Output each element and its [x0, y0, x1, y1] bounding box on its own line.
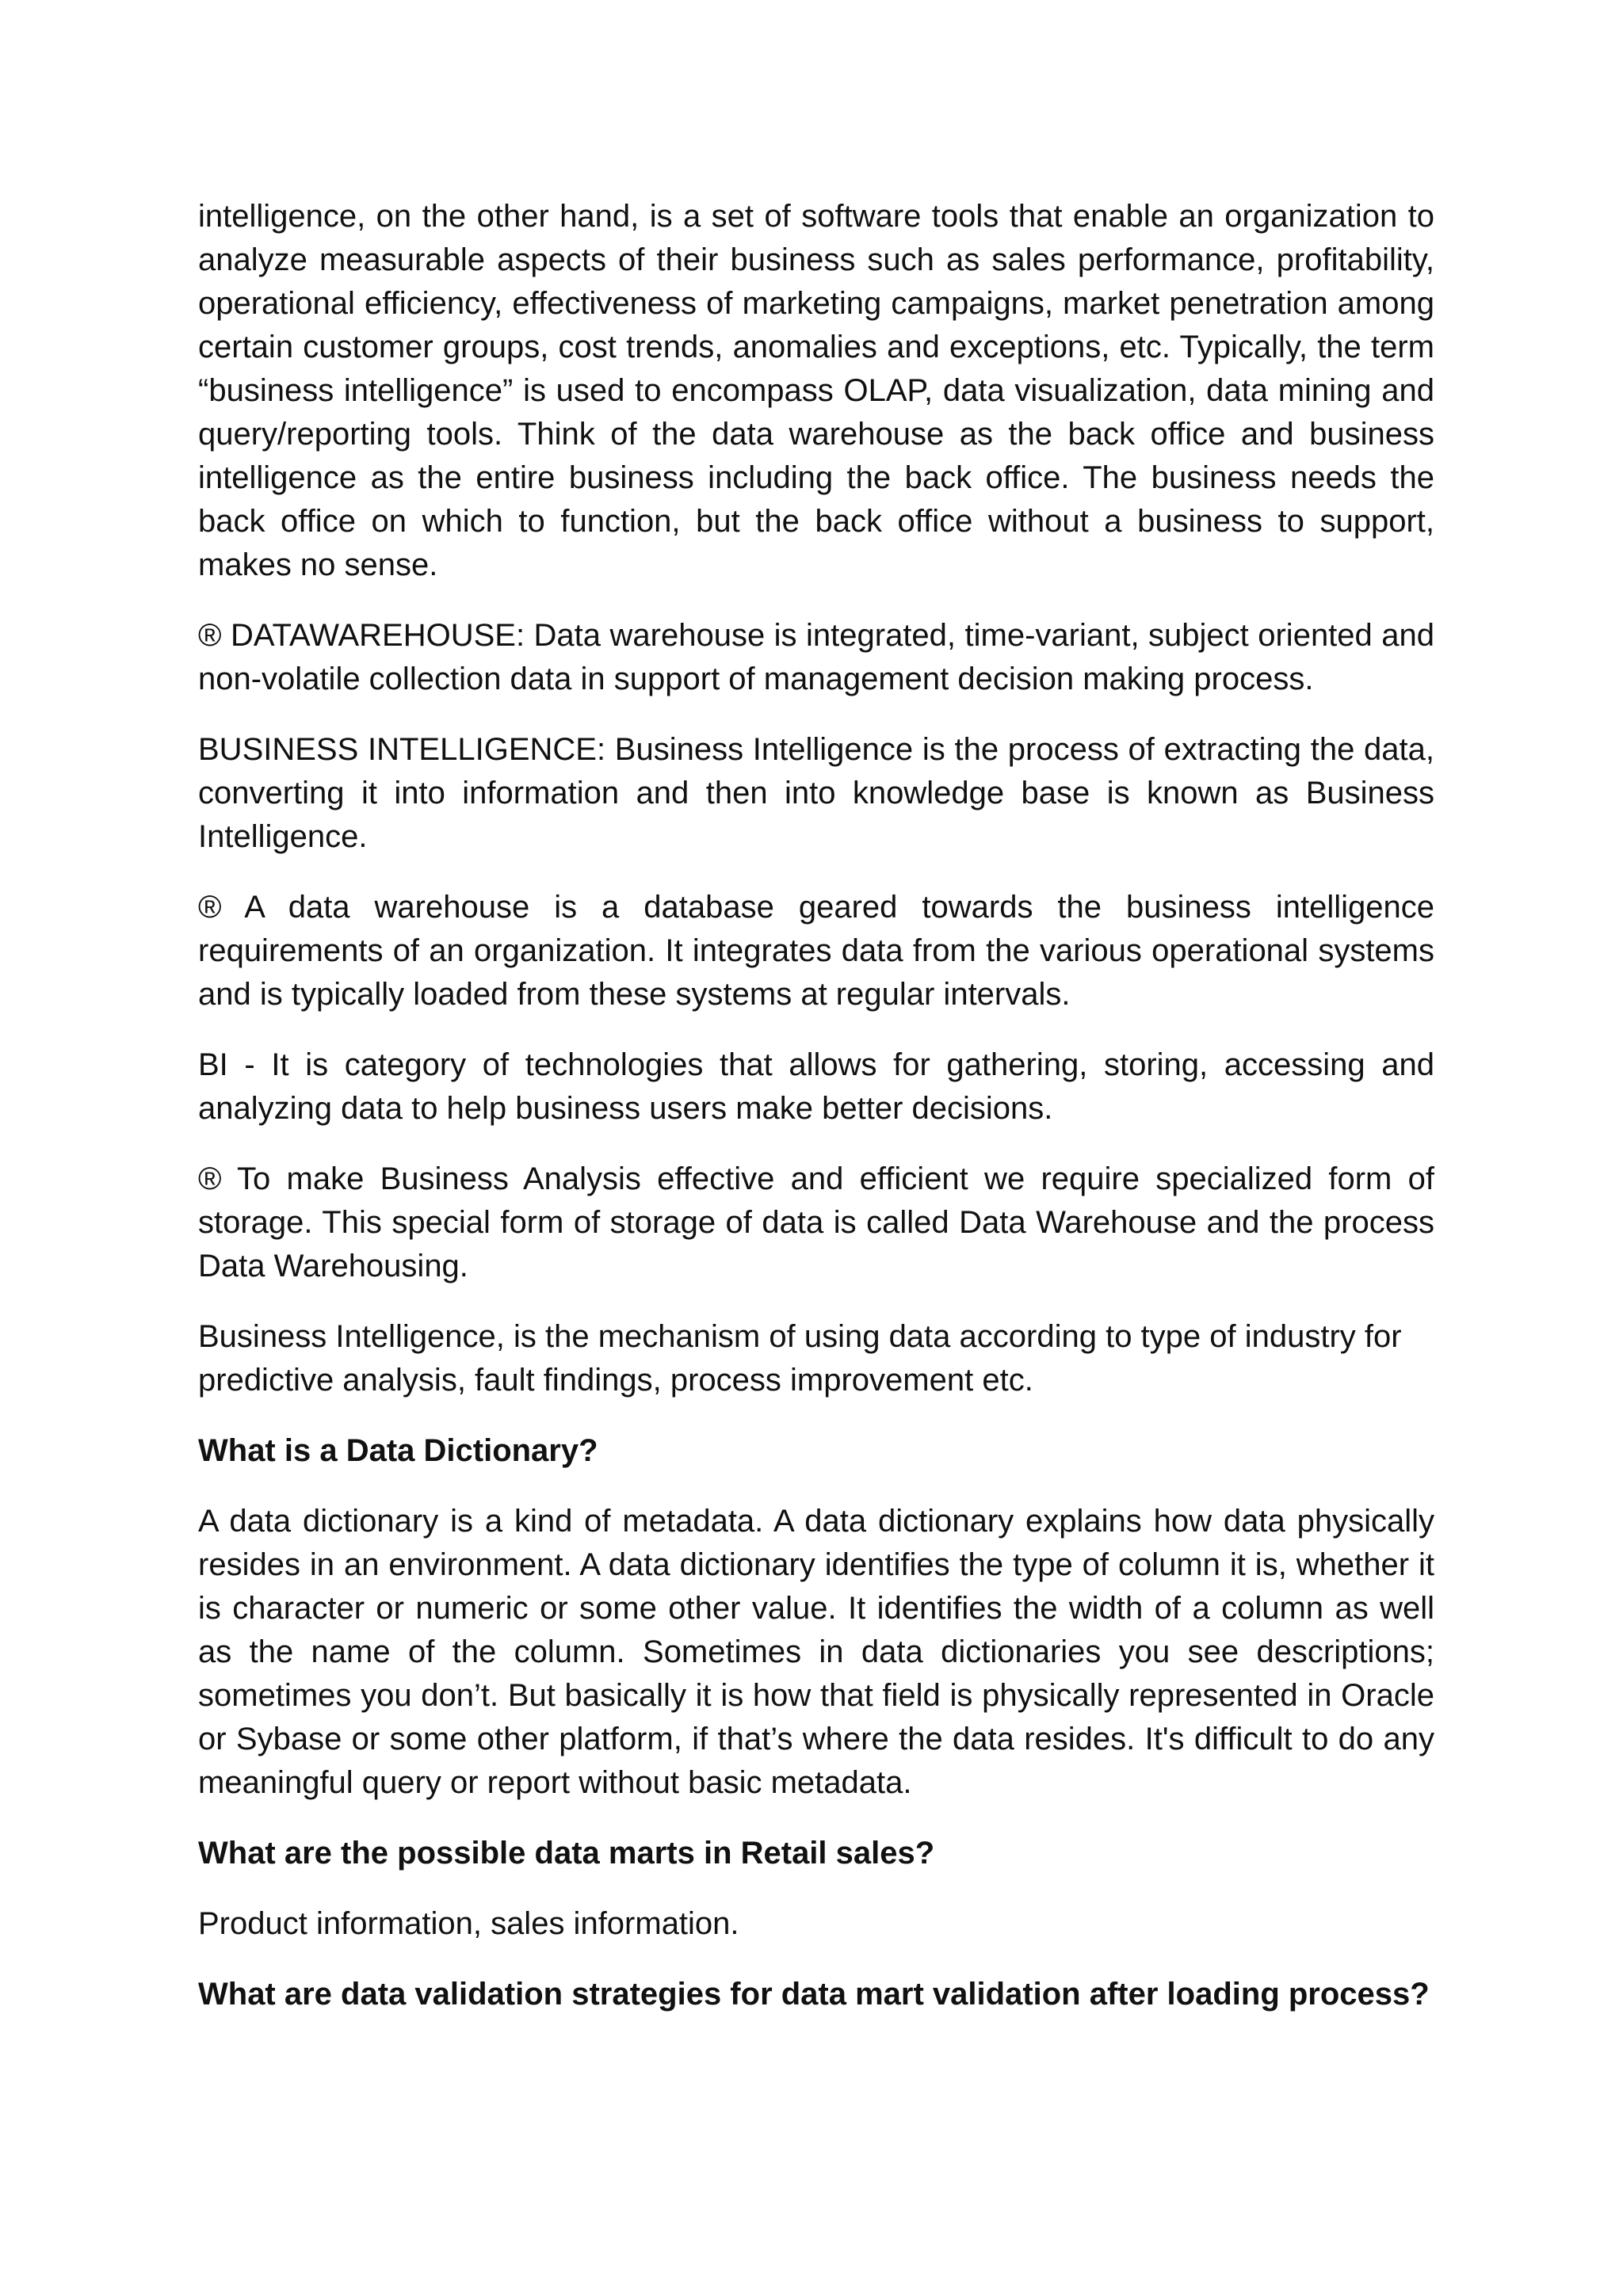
paragraph-datawarehouse-definition: ® DATAWAREHOUSE: Data warehouse is integrated, time-variant, subject oriented and non-volatile collection data in support of management decision making process. [198, 618, 1434, 696]
heading-data-validation-strategies: What are data validation strategies for data mart validation after loading process? [198, 1977, 1430, 2012]
document-page [198, 195, 1434, 2043]
heading-data-dictionary: What is a Data Dictionary? [198, 1433, 598, 1468]
paragraph-data-dictionary: A data dictionary is a kind of metadata. A data dictionary explains how data physically resides in an environment. A data dictionary identifies the type of column it is, whether it is character or numeric or some other value. It identifies the width of a column as well as the name of the column. Sometimes in data dictionaries you see descriptions; sometimes you don’t. But basically it is how that field is physically represented in Oracle or Sybase or some other platform, if that’s where the data resides. It's difficult to do any meaningful query or report without basic metadata. [198, 1504, 1434, 1800]
paragraph-data-warehouse-database: ® A data warehouse is a database geared towards the business intelligence requirements of an organization. It integrates data from the various operational systems and is typically loaded from these systems at regular intervals. [198, 890, 1434, 1012]
paragraph-bi-mechanism: Business Intelligence, is the mechanism of using data according to type of industry for predictive analysis, fault findings, process improvement etc. [198, 1319, 1402, 1398]
heading-retail-data-marts: What are the possible data marts in Retail sales? [198, 1836, 935, 1871]
paragraph-retail-data-marts: Product information, sales information. [198, 1906, 739, 1941]
paragraph-business-analysis-storage: ® To make Business Analysis effective and efficient we require specialized form of storage. This special form of storage of data is called Data Warehouse and the process Data Warehousing. [198, 1161, 1434, 1283]
paragraph-bi-definition: intelligence, on the other hand, is a set of software tools that enable an organization to analyze measurable aspects of their business such as sales performance, profitability, operational efficiency, effectiveness of marketing campaigns, market penetration among certain customer groups, cost trends, anomalies and exceptions, etc. Typically, the term “business intelligence” is used to encompass OLAP, data visualization, data mining and query/reporting tools. Think of the data warehouse as the back office and business intelligence as the entire business including the back office. The business needs the back office on which to function, but the back office without a business to support, makes no sense. [198, 199, 1434, 582]
paragraph-bi-technologies: BI - It is category of technologies that allows for gathering, storing, accessing and analyzing data to help business users make better decisions. [198, 1047, 1434, 1126]
paragraph-business-intelligence-definition: BUSINESS INTELLIGENCE: Business Intelligence is the process of extracting the data, converting it into information and then into knowledge base is known as Business Intelligence. [198, 732, 1434, 854]
